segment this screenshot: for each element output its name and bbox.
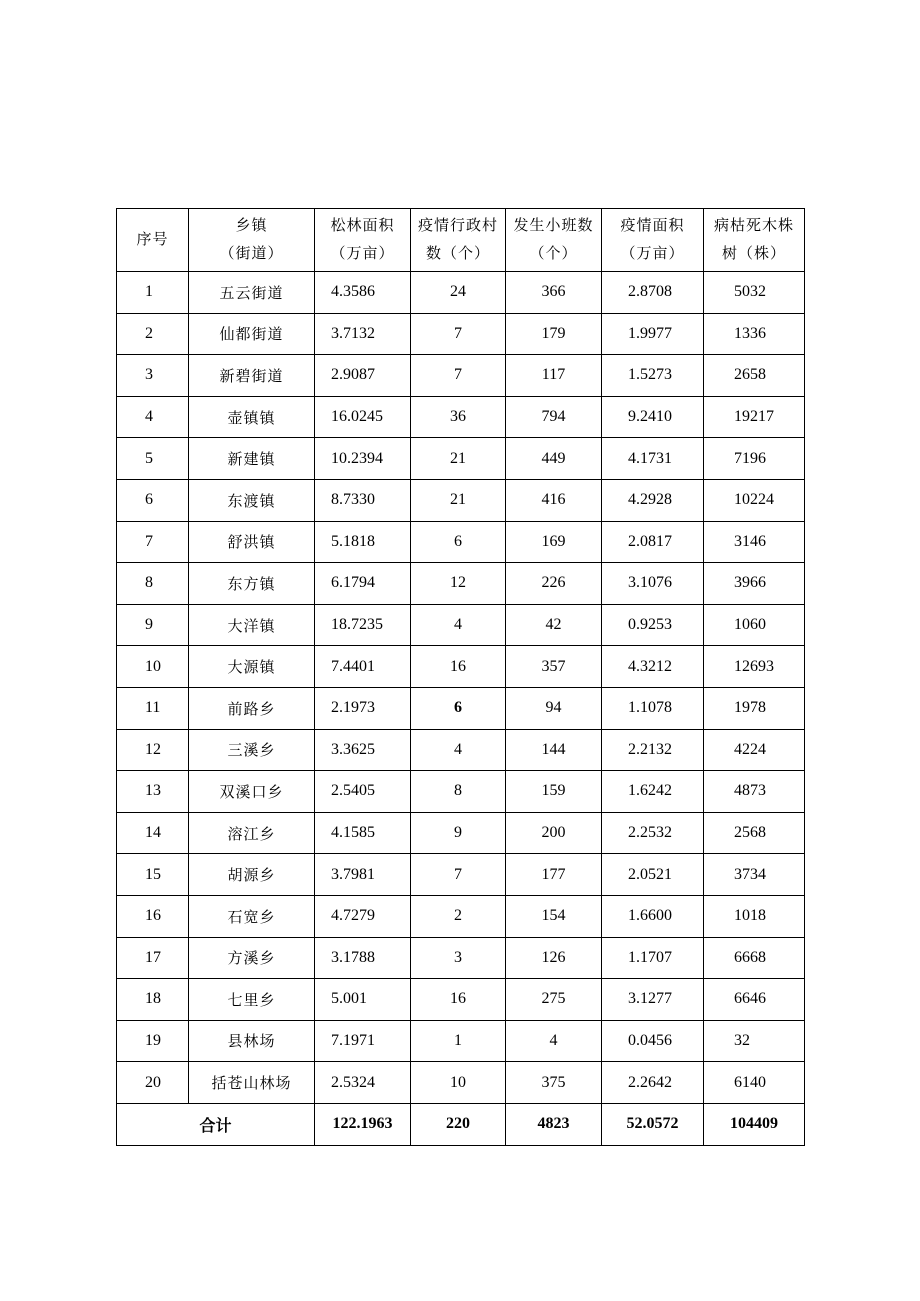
cell-dead-trees: 19217	[704, 396, 805, 438]
cell-epidemic-area: 4.2928	[602, 479, 704, 521]
cell-pine-area: 7.4401	[315, 646, 411, 688]
cell-township: 五云街道	[189, 272, 315, 314]
header-cell-epidemic-area: 疫情面积 （万亩）	[602, 209, 704, 272]
cell-epidemic-area: 9.2410	[602, 396, 704, 438]
cell-township: 新建镇	[189, 438, 315, 480]
table-row	[117, 1020, 805, 1062]
cell-classes: 159	[506, 771, 602, 813]
total-classes: 4823	[506, 1103, 602, 1145]
cell-township: 前路乡	[189, 687, 315, 729]
total-epidemic-area: 52.0572	[602, 1103, 704, 1145]
cell-epidemic-area: 2.8708	[602, 272, 704, 314]
header-cell-villages: 疫情行政村 数（个）	[411, 209, 506, 272]
cell-epidemic-area: 2.2642	[602, 1062, 704, 1104]
header-cell-pine-area: 松林面积 （万亩）	[315, 209, 411, 272]
cell-dead-trees: 1060	[704, 604, 805, 646]
cell-villages: 10	[411, 1062, 506, 1104]
cell-no: 8	[117, 563, 189, 605]
cell-dead-trees: 3146	[704, 521, 805, 563]
table-row	[117, 313, 805, 355]
cell-dead-trees: 12693	[704, 646, 805, 688]
cell-no: 19	[117, 1020, 189, 1062]
cell-pine-area: 2.9087	[315, 355, 411, 397]
cell-township: 石宽乡	[189, 895, 315, 937]
cell-no: 11	[117, 687, 189, 729]
header-cell-township: 乡镇 （街道）	[189, 209, 315, 272]
cell-no: 1	[117, 272, 189, 314]
table-body	[117, 209, 805, 1146]
cell-villages: 9	[411, 812, 506, 854]
cell-no: 12	[117, 729, 189, 771]
cell-dead-trees: 4224	[704, 729, 805, 771]
cell-no: 16	[117, 895, 189, 937]
cell-epidemic-area: 1.6242	[602, 771, 704, 813]
cell-township: 壶镇镇	[189, 396, 315, 438]
cell-epidemic-area: 1.5273	[602, 355, 704, 397]
cell-township: 胡源乡	[189, 854, 315, 896]
cell-villages: 4	[411, 729, 506, 771]
cell-dead-trees: 7196	[704, 438, 805, 480]
cell-dead-trees: 6668	[704, 937, 805, 979]
cell-epidemic-area: 4.1731	[602, 438, 704, 480]
cell-classes: 449	[506, 438, 602, 480]
cell-township: 大源镇	[189, 646, 315, 688]
cell-pine-area: 2.5405	[315, 771, 411, 813]
total-label: 合计	[117, 1103, 315, 1145]
cell-no: 4	[117, 396, 189, 438]
cell-pine-area: 4.1585	[315, 812, 411, 854]
cell-villages: 4	[411, 604, 506, 646]
cell-township: 大洋镇	[189, 604, 315, 646]
cell-epidemic-area: 2.0817	[602, 521, 704, 563]
cell-classes: 357	[506, 646, 602, 688]
cell-classes: 200	[506, 812, 602, 854]
cell-pine-area: 5.1818	[315, 521, 411, 563]
cell-classes: 416	[506, 479, 602, 521]
cell-township: 东方镇	[189, 563, 315, 605]
cell-epidemic-area: 1.1707	[602, 937, 704, 979]
cell-dead-trees: 5032	[704, 272, 805, 314]
cell-villages: 24	[411, 272, 506, 314]
cell-classes: 366	[506, 272, 602, 314]
cell-dead-trees: 3734	[704, 854, 805, 896]
cell-pine-area: 5.001	[315, 979, 411, 1021]
cell-pine-area: 4.3586	[315, 272, 411, 314]
cell-township: 东渡镇	[189, 479, 315, 521]
cell-pine-area: 3.3625	[315, 729, 411, 771]
cell-no: 6	[117, 479, 189, 521]
cell-township: 括苍山林场	[189, 1062, 315, 1104]
cell-township: 县林场	[189, 1020, 315, 1062]
cell-epidemic-area: 4.3212	[602, 646, 704, 688]
table-row	[117, 521, 805, 563]
cell-township: 舒洪镇	[189, 521, 315, 563]
cell-dead-trees: 6140	[704, 1062, 805, 1104]
cell-villages: 7	[411, 355, 506, 397]
cell-epidemic-area: 1.6600	[602, 895, 704, 937]
cell-dead-trees: 1336	[704, 313, 805, 355]
table-row	[117, 563, 805, 605]
cell-villages: 12	[411, 563, 506, 605]
table-row	[117, 272, 805, 314]
cell-epidemic-area: 0.9253	[602, 604, 704, 646]
table-row	[117, 438, 805, 480]
cell-no: 14	[117, 812, 189, 854]
header-row	[117, 209, 805, 272]
cell-villages: 36	[411, 396, 506, 438]
cell-dead-trees: 2568	[704, 812, 805, 854]
cell-pine-area: 18.7235	[315, 604, 411, 646]
cell-villages: 6	[411, 687, 506, 729]
header-cell-no: 序号	[117, 209, 189, 272]
table-row	[117, 895, 805, 937]
cell-township: 方溪乡	[189, 937, 315, 979]
cell-no: 15	[117, 854, 189, 896]
cell-epidemic-area: 1.9977	[602, 313, 704, 355]
cell-classes: 169	[506, 521, 602, 563]
cell-dead-trees: 32	[704, 1020, 805, 1062]
cell-classes: 42	[506, 604, 602, 646]
epidemic-statistics-table	[116, 208, 805, 1146]
cell-villages: 21	[411, 479, 506, 521]
table-row	[117, 812, 805, 854]
cell-no: 3	[117, 355, 189, 397]
cell-epidemic-area: 3.1277	[602, 979, 704, 1021]
header-cell-classes: 发生小班数 （个）	[506, 209, 602, 272]
cell-pine-area: 8.7330	[315, 479, 411, 521]
cell-township: 七里乡	[189, 979, 315, 1021]
table-row	[117, 396, 805, 438]
cell-classes: 177	[506, 854, 602, 896]
table-row	[117, 854, 805, 896]
cell-classes: 144	[506, 729, 602, 771]
table-row	[117, 604, 805, 646]
cell-dead-trees: 4873	[704, 771, 805, 813]
cell-no: 10	[117, 646, 189, 688]
cell-classes: 154	[506, 895, 602, 937]
cell-classes: 226	[506, 563, 602, 605]
cell-villages: 8	[411, 771, 506, 813]
cell-no: 13	[117, 771, 189, 813]
header-cell-dead-trees: 病枯死木株 树（株）	[704, 209, 805, 272]
total-dead-trees: 104409	[704, 1103, 805, 1145]
cell-pine-area: 3.7981	[315, 854, 411, 896]
cell-dead-trees: 3966	[704, 563, 805, 605]
cell-dead-trees: 10224	[704, 479, 805, 521]
total-row	[117, 1103, 805, 1145]
table-row	[117, 355, 805, 397]
cell-pine-area: 6.1794	[315, 563, 411, 605]
total-pine-area: 122.1963	[315, 1103, 411, 1145]
table-row	[117, 729, 805, 771]
cell-classes: 4	[506, 1020, 602, 1062]
cell-villages: 3	[411, 937, 506, 979]
cell-classes: 794	[506, 396, 602, 438]
cell-villages: 6	[411, 521, 506, 563]
cell-no: 7	[117, 521, 189, 563]
cell-no: 17	[117, 937, 189, 979]
cell-villages: 1	[411, 1020, 506, 1062]
cell-dead-trees: 6646	[704, 979, 805, 1021]
cell-classes: 375	[506, 1062, 602, 1104]
cell-epidemic-area: 0.0456	[602, 1020, 704, 1062]
cell-no: 5	[117, 438, 189, 480]
cell-township: 新碧街道	[189, 355, 315, 397]
cell-pine-area: 3.7132	[315, 313, 411, 355]
table-row	[117, 687, 805, 729]
cell-villages: 16	[411, 646, 506, 688]
cell-classes: 117	[506, 355, 602, 397]
cell-pine-area: 10.2394	[315, 438, 411, 480]
cell-pine-area: 7.1971	[315, 1020, 411, 1062]
cell-pine-area: 4.7279	[315, 895, 411, 937]
cell-dead-trees: 2658	[704, 355, 805, 397]
cell-villages: 16	[411, 979, 506, 1021]
cell-villages: 7	[411, 313, 506, 355]
cell-pine-area: 2.5324	[315, 1062, 411, 1104]
cell-township: 溶江乡	[189, 812, 315, 854]
cell-township: 双溪口乡	[189, 771, 315, 813]
cell-epidemic-area: 2.2532	[602, 812, 704, 854]
cell-no: 20	[117, 1062, 189, 1104]
table-row	[117, 937, 805, 979]
cell-pine-area: 2.1973	[315, 687, 411, 729]
table-row	[117, 479, 805, 521]
cell-township: 仙都街道	[189, 313, 315, 355]
table-row	[117, 771, 805, 813]
cell-epidemic-area: 3.1076	[602, 563, 704, 605]
total-villages: 220	[411, 1103, 506, 1145]
cell-classes: 94	[506, 687, 602, 729]
cell-dead-trees: 1978	[704, 687, 805, 729]
cell-pine-area: 16.0245	[315, 396, 411, 438]
table-row	[117, 646, 805, 688]
cell-no: 18	[117, 979, 189, 1021]
cell-villages: 2	[411, 895, 506, 937]
cell-classes: 179	[506, 313, 602, 355]
cell-epidemic-area: 2.2132	[602, 729, 704, 771]
cell-dead-trees: 1018	[704, 895, 805, 937]
cell-villages: 21	[411, 438, 506, 480]
cell-classes: 275	[506, 979, 602, 1021]
cell-villages: 7	[411, 854, 506, 896]
cell-epidemic-area: 2.0521	[602, 854, 704, 896]
table-row	[117, 1062, 805, 1104]
cell-epidemic-area: 1.1078	[602, 687, 704, 729]
cell-no: 9	[117, 604, 189, 646]
cell-classes: 126	[506, 937, 602, 979]
cell-pine-area: 3.1788	[315, 937, 411, 979]
cell-no: 2	[117, 313, 189, 355]
table-row	[117, 979, 805, 1021]
cell-township: 三溪乡	[189, 729, 315, 771]
